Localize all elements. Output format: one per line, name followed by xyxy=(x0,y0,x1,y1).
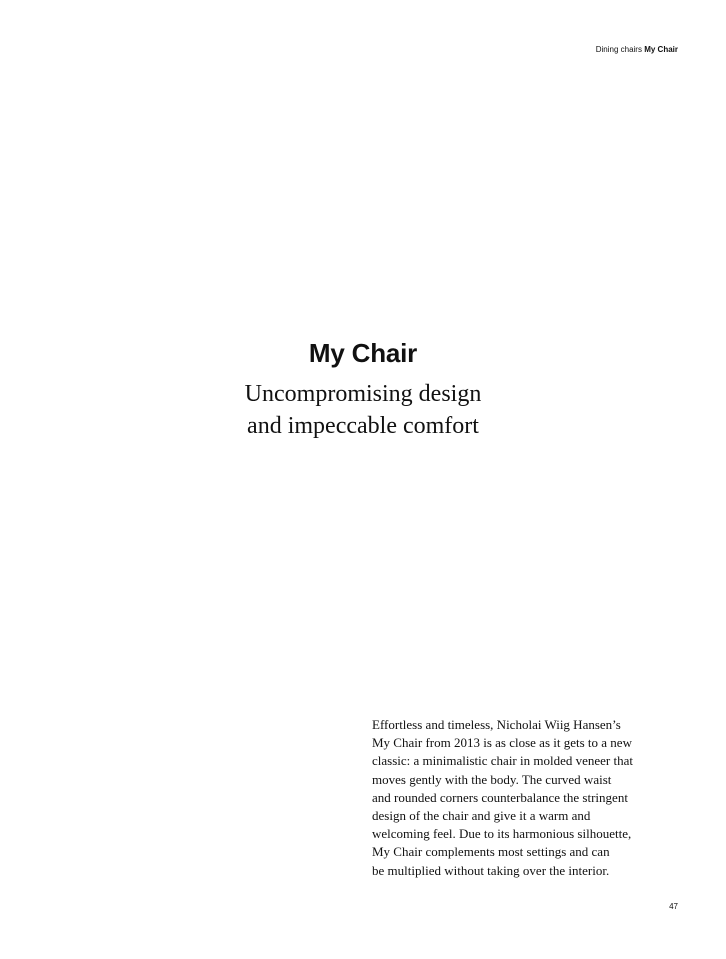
body-line: be multiplied without taking over the interior. xyxy=(372,862,610,878)
page-subtitle xyxy=(0,378,726,442)
subtitle-line: Uncompromising design xyxy=(244,381,482,407)
body-line: welcoming feel. Due to its harmonious silhouette, xyxy=(372,826,632,842)
body-line: and rounded corners counterbalance the stringent xyxy=(372,789,628,805)
page-number: 47 xyxy=(669,902,678,911)
body-line: moves gently with the body. The curved waist xyxy=(372,771,612,787)
header-category: Dining chairs xyxy=(595,45,642,54)
body-line: classic: a minimalistic chair in molded veneer that xyxy=(372,753,633,769)
body-line: Effortless and timeless, Nicholai Wiig Hansen’s xyxy=(372,717,621,732)
body-line: My Chair from 2013 is as close as it gets to a new xyxy=(372,735,632,751)
page-title: My Chair xyxy=(308,338,418,368)
subtitle-line: and impeccable comfort xyxy=(247,413,479,439)
body-line: My Chair complements most settings and can xyxy=(372,844,610,860)
title-block xyxy=(0,336,726,442)
header-product: My Chair xyxy=(644,45,678,54)
running-header xyxy=(596,44,678,56)
body-line: design of the chair and give it a warm and xyxy=(372,808,591,824)
body-paragraph xyxy=(372,716,662,880)
